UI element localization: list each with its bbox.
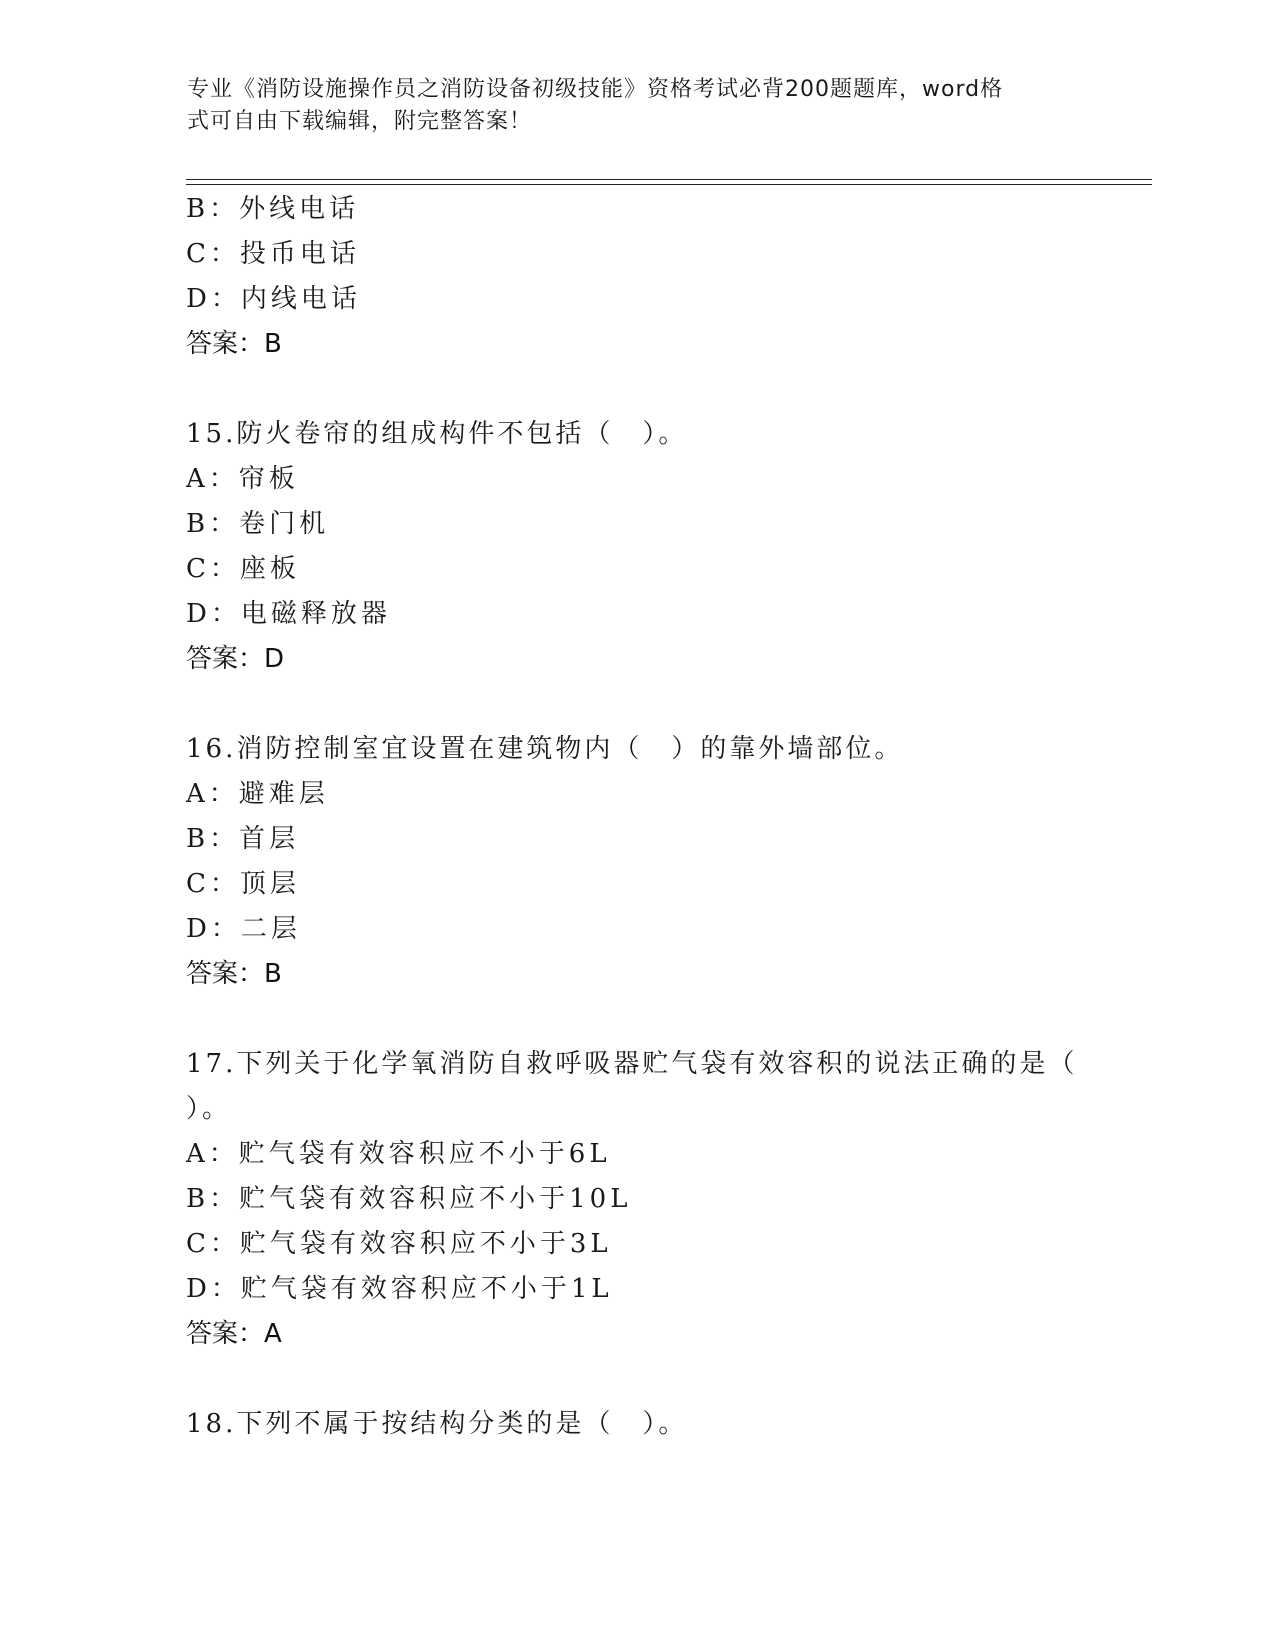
q16-option-b: B：首层	[186, 824, 300, 854]
q15-option-c: C：座板	[186, 554, 300, 584]
prev-option-d: D：内线电话	[186, 284, 361, 314]
prev-option-b: B：外线电话	[186, 194, 360, 224]
prev-option-c: C：投币电话	[186, 239, 360, 269]
document-header	[187, 74, 1067, 138]
q16-option-d: D：二层	[186, 914, 301, 944]
header-rule-bottom	[186, 184, 1152, 185]
q17-option-d: D：贮气袋有效容积应不小于1L	[186, 1274, 613, 1304]
q17-option-b: B：贮气袋有效容积应不小于10L	[186, 1184, 632, 1214]
q15-option-a: A：帘板	[186, 464, 299, 494]
header-line-1: 专业《消防设施操作员之消防设备初级技能》资格考试必背200题题库，word格	[187, 77, 1004, 102]
q17-option-c: C：贮气袋有效容积应不小于3L	[186, 1229, 612, 1259]
q17-question-line-2: ）。	[186, 1094, 232, 1124]
header-rule-top	[186, 179, 1152, 180]
prev-answer: 答案：B	[186, 329, 282, 359]
q16-question: 16.消防控制室宜设置在建筑物内（ ）的靠外墙部位。	[186, 734, 904, 764]
q17-answer: 答案：A	[186, 1319, 282, 1349]
q15-question: 15.防火卷帘的组成构件不包括（ ）。	[186, 419, 688, 449]
q17-option-a: A：贮气袋有效容积应不小于6L	[186, 1139, 611, 1169]
q16-option-a: A：避难层	[186, 779, 329, 809]
q15-answer: 答案：D	[186, 644, 285, 674]
q16-option-c: C：顶层	[186, 869, 300, 899]
q15-option-d: D：电磁释放器	[186, 599, 391, 629]
q15-option-b: B：卷门机	[186, 509, 330, 539]
q18-question: 18.下列不属于按结构分类的是（ ）。	[186, 1409, 688, 1439]
header-line-2: 式可自由下载编辑，附完整答案！	[187, 109, 533, 134]
q17-question-line-1: 17.下列关于化学氧消防自救呼吸器贮气袋有效容积的说法正确的是（	[186, 1049, 1078, 1079]
q16-answer: 答案：B	[186, 959, 282, 989]
